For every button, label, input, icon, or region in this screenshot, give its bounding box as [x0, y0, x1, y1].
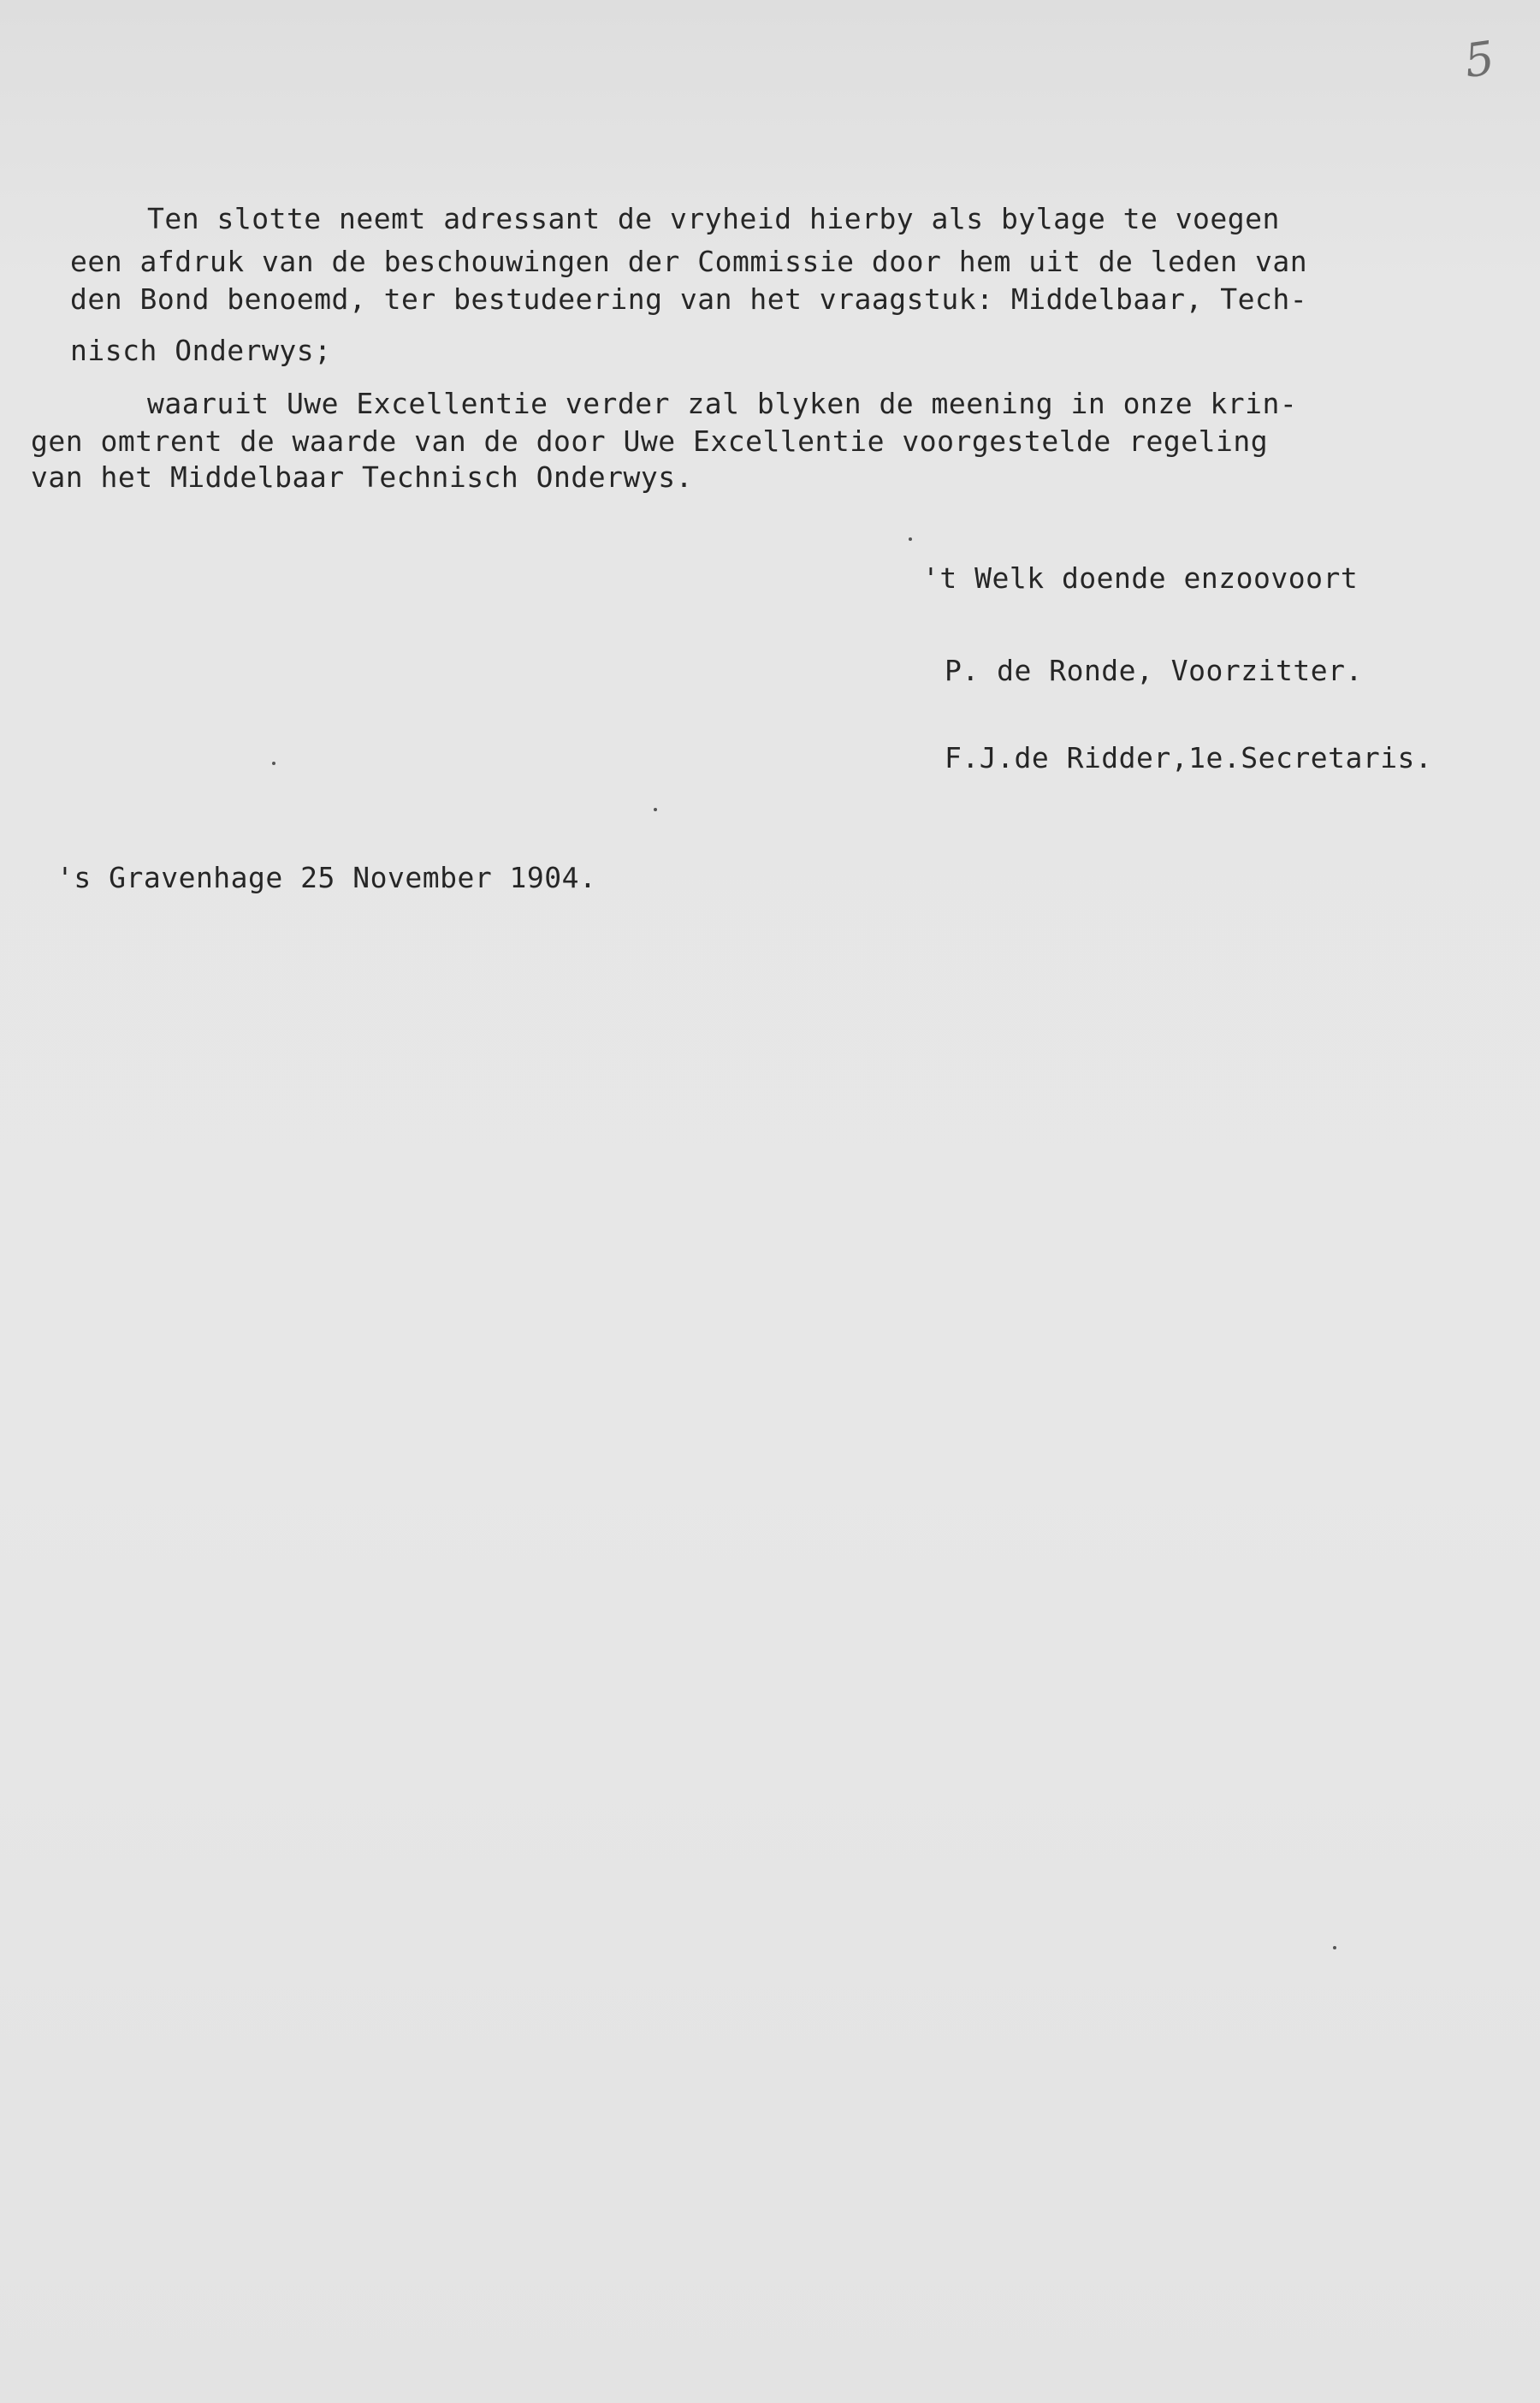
page-number: 5: [1460, 30, 1498, 89]
paragraph-2-line-3: van het Middelbaar Technisch Onderwys.: [31, 460, 693, 494]
paragraph-1-line-3: den Bond benoemd, ter bestudeering van het vraagstuk: Middelbaar, Tech-: [70, 282, 1308, 316]
paragraph-1-line-2: een afdruk van de beschouwingen der Commissie door hem uit de leden van: [70, 245, 1308, 278]
ink-speck: [1333, 1946, 1336, 1949]
paragraph-2-line-2: gen omtrent de waarde van de door Uwe Excellentie voorgestelde regeling: [31, 424, 1269, 458]
paragraph-1-line-1: Ten slotte neemt adressant de vryheid hierby als bylage te voegen: [147, 202, 1280, 235]
ink-speck: [654, 808, 657, 811]
paragraph-2-line-1: waaruit Uwe Excellentie verder zal blyken de meening in onze krin-: [147, 387, 1298, 420]
closing-formula: 't Welk doende enzoovoort: [922, 561, 1359, 595]
ink-speck: [272, 762, 275, 765]
signatory-chairman: P. de Ronde, Voorzitter.: [945, 654, 1363, 687]
place-date: 's Gravenhage 25 November 1904.: [56, 861, 597, 894]
paragraph-1-line-4: nisch Onderwys;: [70, 334, 332, 367]
signatory-secretary: F.J.de Ridder,1e.Secretaris.: [945, 741, 1433, 774]
ink-speck: [909, 537, 912, 541]
